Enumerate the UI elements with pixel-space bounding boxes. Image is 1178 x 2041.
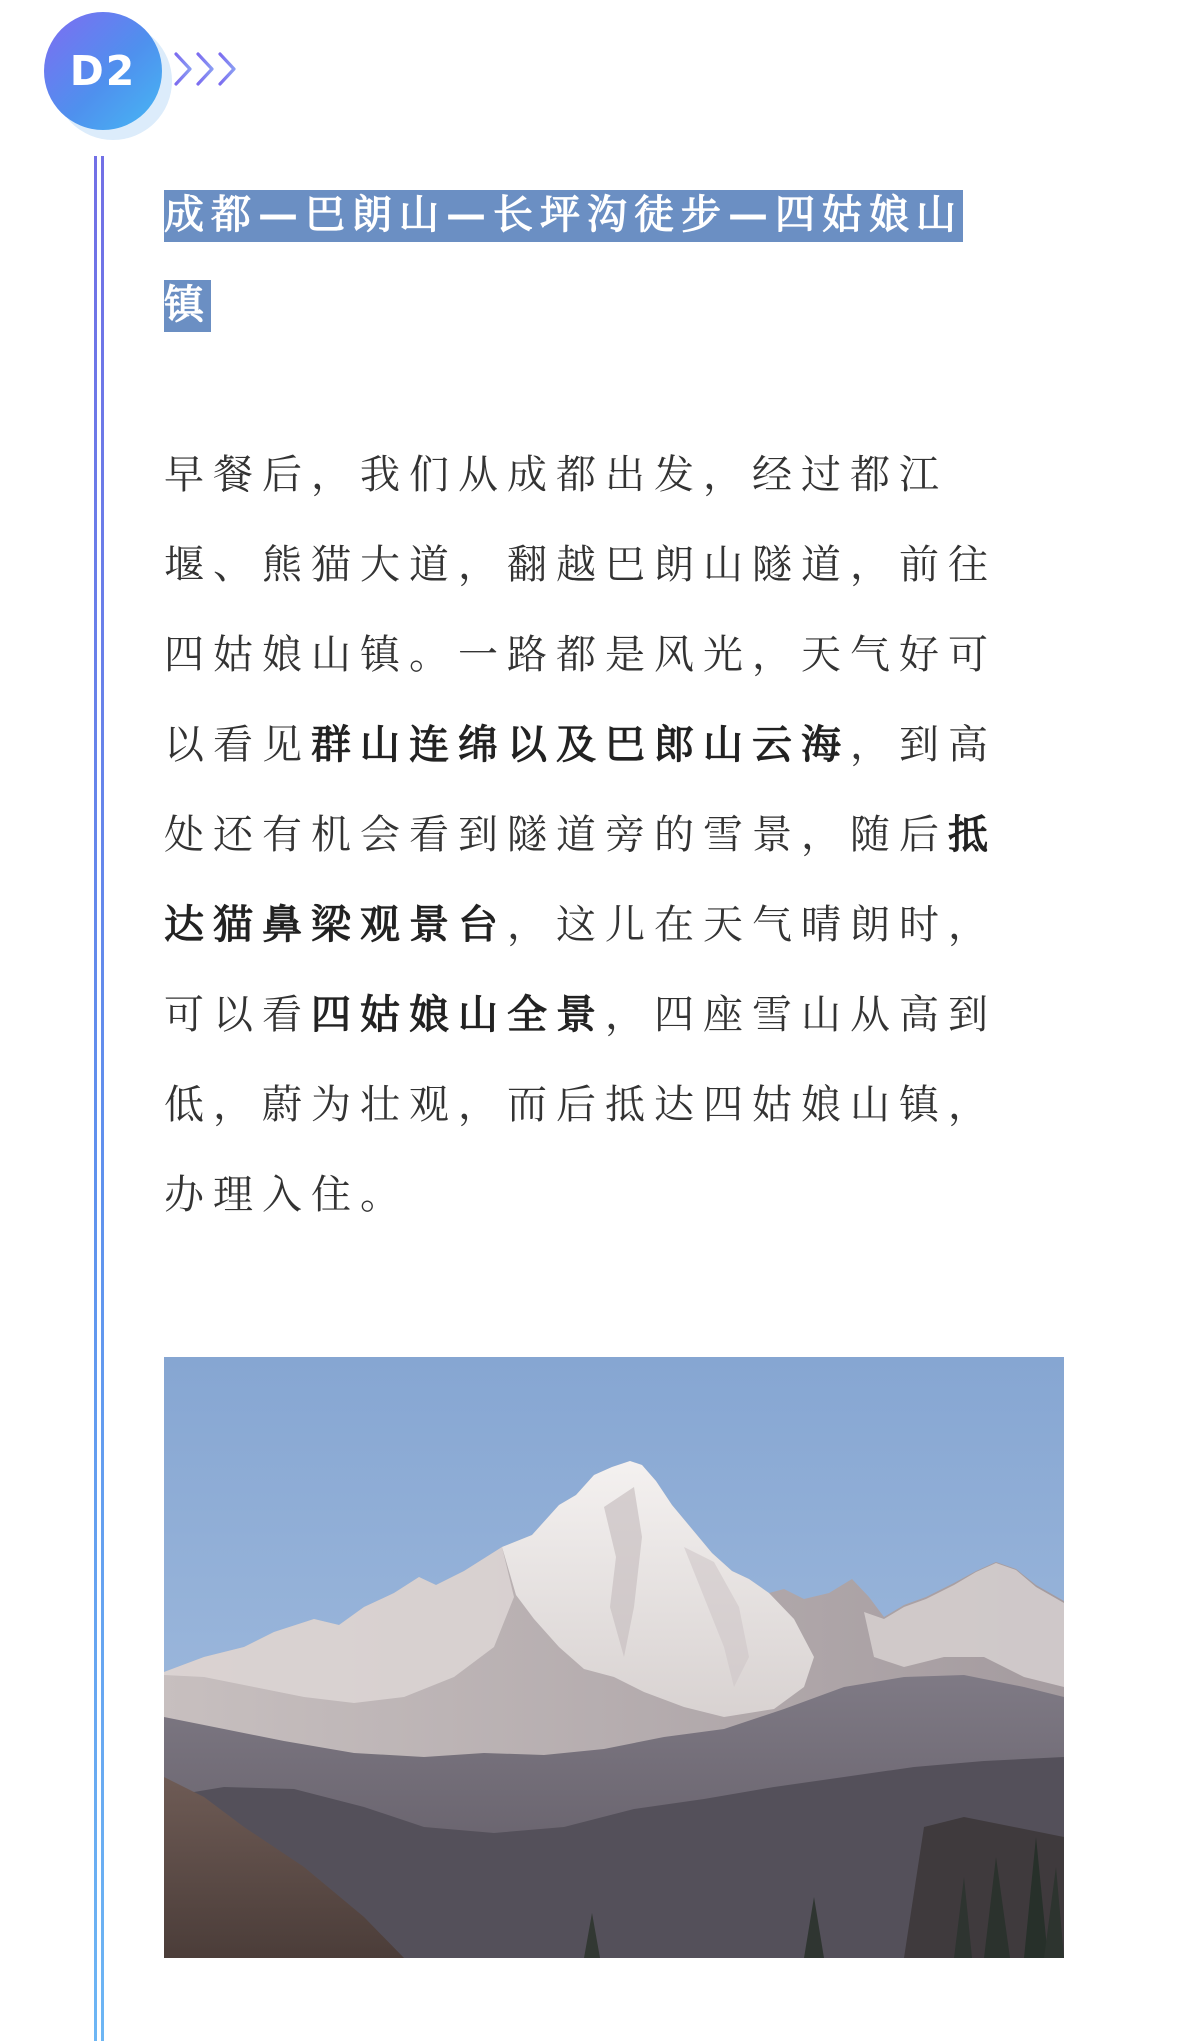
bold-text: 四姑娘山全景: [311, 992, 605, 1038]
bold-text: 达猫鼻梁观景台: [164, 902, 507, 948]
paragraph-line: [164, 880, 1064, 970]
body-text-segment: ，到高: [850, 722, 997, 768]
paragraph-line: [164, 1060, 1064, 1150]
paragraph-line: [164, 1150, 1064, 1240]
title-line: [164, 260, 1064, 350]
body-text-segment: 四姑娘山镇。一路都是风光，天气好可: [164, 632, 997, 678]
paragraph-line: [164, 790, 1064, 880]
paragraph-line: [164, 970, 1064, 1060]
title-line: [164, 170, 1064, 260]
body-text-segment: ，四座雪山从高到: [605, 992, 997, 1038]
paragraph-line: [164, 430, 1064, 520]
bold-text: 群山连绵以及巴郎山云海: [311, 722, 850, 768]
body-text-segment: ，这儿在天气晴朗时，: [507, 902, 997, 948]
timeline-accent-line: [94, 156, 104, 2041]
body-text-segment: 堰、熊猫大道，翻越巴朗山隧道，前往: [164, 542, 997, 588]
title-text: 成都—巴朗山—长坪沟徒步—四姑娘山: [164, 190, 963, 242]
section-title: [164, 170, 1064, 350]
paragraph-line: [164, 700, 1064, 790]
snow-capped-mountain-photo: [164, 1357, 1064, 1958]
body-text-segment: 早餐后，我们从成都出发，经过都江: [164, 452, 948, 498]
paragraph-line: [164, 520, 1064, 610]
day-badge: [44, 12, 162, 130]
body-text-segment: 办理入住。: [164, 1172, 409, 1218]
body-text-segment: 处还有机会看到隧道旁的雪景，随后: [164, 812, 948, 858]
paragraph-line: [164, 610, 1064, 700]
title-text: 镇: [164, 280, 211, 332]
itinerary-paragraph: [164, 430, 1064, 1240]
day-badge-label: D2: [69, 47, 137, 95]
triple-chevron-right-icon: [172, 48, 244, 90]
bold-text: 抵: [948, 812, 997, 858]
body-text-segment: 可以看: [164, 992, 311, 1038]
body-text-segment: 低，蔚为壮观，而后抵达四姑娘山镇，: [164, 1082, 997, 1128]
body-text-segment: 以看见: [164, 722, 311, 768]
day-badge-container: [44, 12, 174, 142]
